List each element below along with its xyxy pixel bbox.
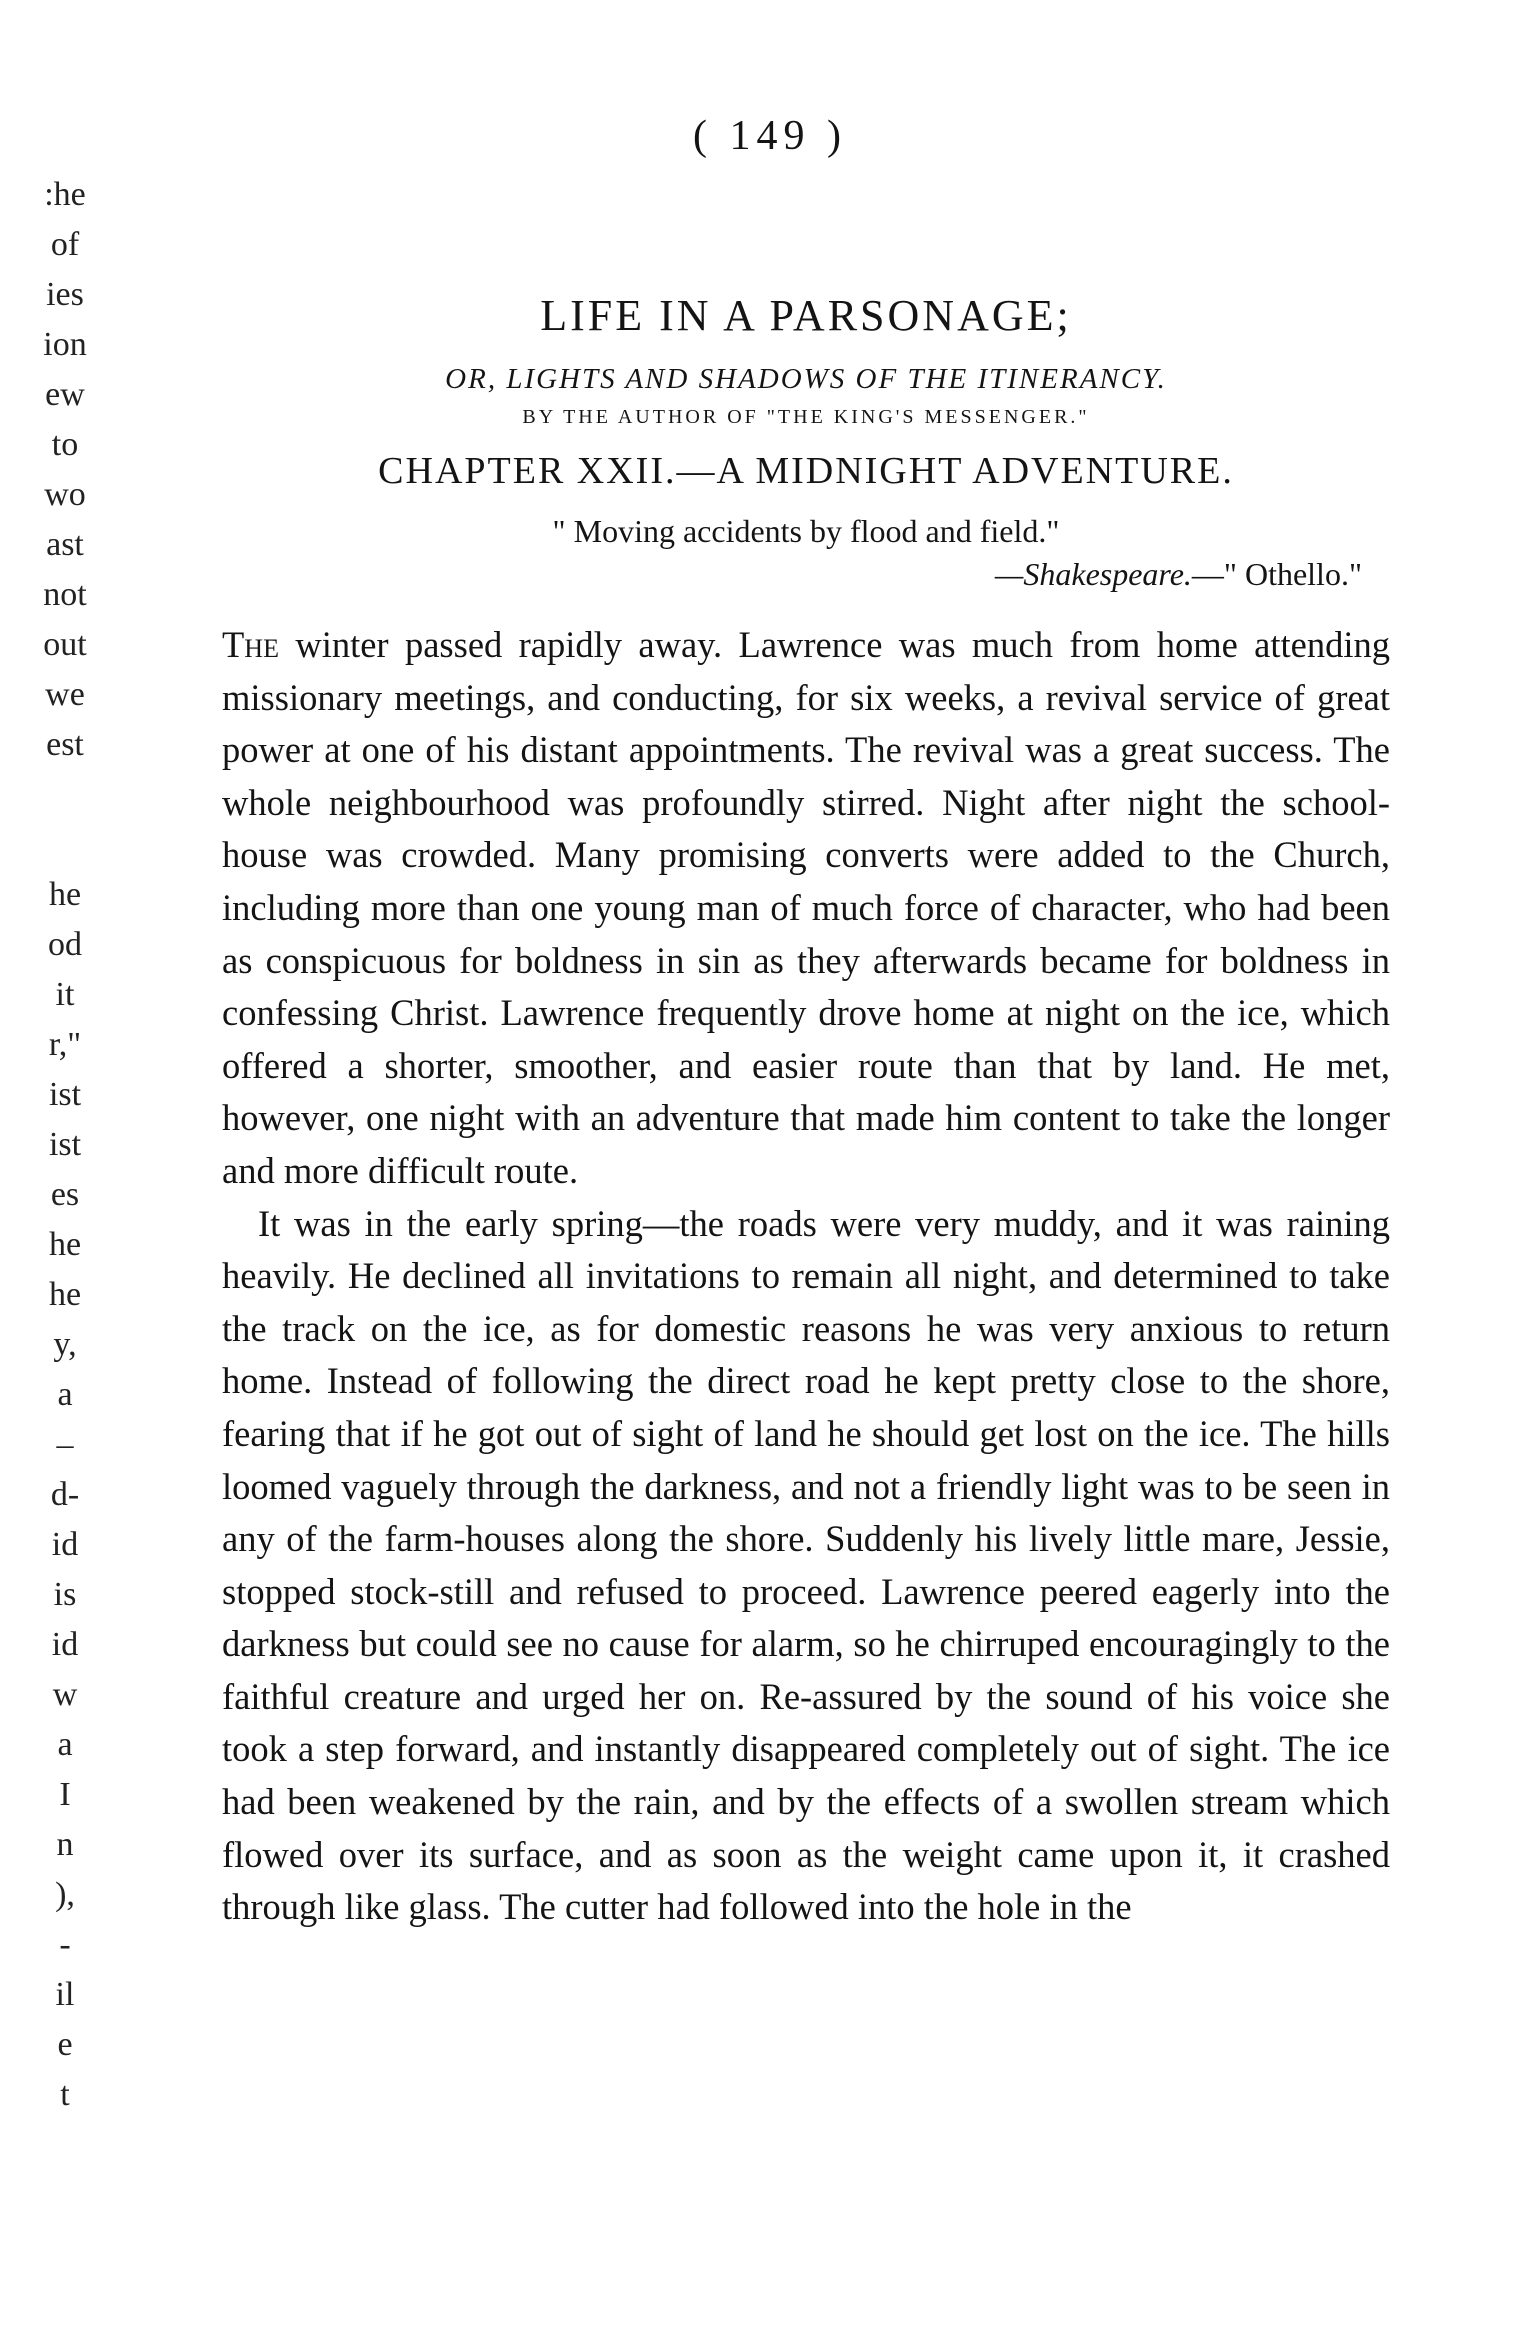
article-title: LIFE IN A PARSONAGE;: [540, 291, 1072, 340]
byline: BY THE AUTHOR OF "THE KING'S MESSENGER.": [522, 406, 1090, 428]
margin-fragment: t: [60, 2076, 70, 2113]
margin-fragment: a: [57, 1726, 73, 1763]
margin-fragment: he: [48, 1226, 82, 1263]
margin-fragment: not: [43, 576, 87, 613]
margin-fragment: ist: [48, 1126, 82, 1163]
epigraph-work: —" Othello.": [1191, 556, 1362, 592]
margin-fragment: r,": [48, 1026, 82, 1063]
margin-fragment: wo: [44, 476, 86, 513]
paragraph-opening: The: [222, 624, 279, 665]
margin-fragment: he: [48, 876, 82, 913]
margin-fragment: of: [50, 226, 80, 263]
paragraph-text: winter passed rapidly away. Lawrence was much from home attending missionary meetings, and conducting, for six weeks, a revival service of great power at one of his distant appointments. The revival was a great success. The whole neighbourhood was profoundly stirred. Night after night the school-house was crowded. Many promising converts were added to the Church, including more than one young man of much force of character, who had been as conspicuous for boldness in sin as they afterwards became for boldness in confessing Christ. Lawrence frequently drove home at night on the ice, which offered a shorter, smoother, and easier route than that by land. He met, however, one night with an adventure that made him content to take the longer and more difficult route.: [222, 624, 1390, 1191]
margin-fragment: :he: [44, 176, 86, 213]
margin-fragment: ast: [46, 526, 84, 563]
margin-fragment: ist: [48, 1076, 82, 1113]
page-number: ( 149 ): [693, 113, 847, 159]
article-subtitle: OR, LIGHTS AND SHADOWS OF THE ITINERANCY.: [445, 363, 1167, 395]
chapter-heading: CHAPTER XXII.—A MIDNIGHT ADVENTURE.: [378, 450, 1234, 492]
margin-fragment: ion: [43, 326, 87, 363]
epigraph-attribution: [222, 556, 1362, 593]
epigraph: [222, 513, 1390, 593]
paragraph: It was in the early spring—the roads were very muddy, and it was raining heavily. He declined all invitations to remain all night, and determined to take the track on the ice, as for domestic reasons he was very anxious to return home. Instead of following the direct road he kept pretty close to the shore, fearing that if he got out of sight of land he should get lost on the ice. The hills loomed vaguely through the darkness, and not a friendly light was to be seen in any of the farm-houses along the shore. Suddenly his lively little mare, Jessie, stopped stock-still and refused to proceed. Lawrence peered eagerly into the darkness but could see no cause for alarm, so he chirruped encouragingly to the faithful creature and urged her on. Re-assured by the sound of his voice she took a step forward, and instantly disappeared completely out of sight. The ice had been weakened by the rain, and by the effects of a swollen stream which flowed over its surface, and as soon as the weight came upon it, it crashed through like glass. The cutter had followed into the hole in the: [222, 1202, 1390, 1928]
margin-fragment: I: [59, 1776, 71, 1813]
margin-fragment: is: [53, 1576, 77, 1613]
margin-fragment: es: [50, 1176, 80, 1213]
margin-fragment: [0, 770, 130, 820]
margin-fragment: n: [56, 1826, 74, 1863]
margin-fragment: e: [57, 2026, 73, 2063]
margin-fragment: w: [52, 1676, 78, 1713]
margin-fragment: od: [48, 926, 82, 963]
margin-fragment: id: [51, 1626, 79, 1663]
margin-fragment: it: [55, 976, 75, 1013]
margin-fragment: to: [51, 426, 79, 463]
margin-fragment: id: [51, 1526, 79, 1563]
margin-fragment: ies: [46, 276, 84, 313]
margin-fragment: ew: [45, 376, 85, 413]
left-margin-bleed: [0, 170, 130, 2120]
margin-fragment: est: [46, 726, 84, 763]
paragraph: [222, 619, 1390, 1198]
margin-fragment: a: [57, 1376, 73, 1413]
body-text: [222, 619, 1390, 1934]
margin-fragment: he: [48, 1276, 82, 1313]
margin-fragment: ),: [55, 1876, 75, 1913]
margin-fragment: we: [45, 676, 85, 713]
page-content: [222, 290, 1390, 1934]
epigraph-author: —Shakespeare.: [994, 556, 1192, 592]
epigraph-quote: " Moving accidents by flood and field.": [552, 513, 1060, 549]
margin-fragment: out: [43, 626, 87, 663]
margin-fragment: d-: [50, 1476, 80, 1513]
margin-fragment: [0, 820, 130, 870]
margin-fragment: –: [56, 1426, 74, 1463]
margin-fragment: y,: [53, 1326, 77, 1363]
margin-fragment: -: [59, 1926, 71, 1963]
margin-fragment: il: [55, 1976, 75, 2013]
